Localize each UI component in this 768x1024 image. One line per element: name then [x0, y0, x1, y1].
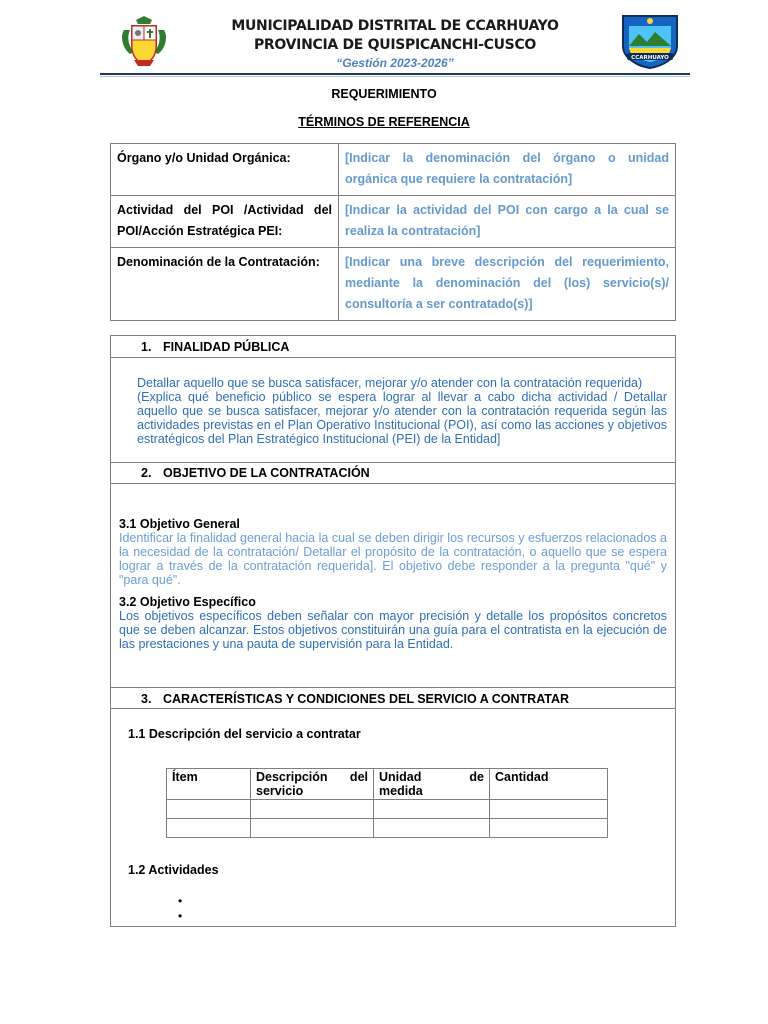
header-divider-thin	[100, 76, 690, 77]
header-divider	[100, 73, 690, 75]
table-row	[167, 800, 608, 819]
section-caracteristicas	[110, 687, 676, 927]
info-table	[110, 143, 676, 321]
info-value: [Indicar una breve descripción del requerimiento, mediante la denominación del (los) servicio(s)/ consultoría a ser contratado(s)]	[339, 248, 676, 321]
document-title: REQUERIMIENTO	[331, 87, 437, 101]
ccarhuayo-emblem-icon	[615, 12, 685, 70]
info-row	[111, 144, 676, 196]
info-row	[111, 196, 676, 248]
section-number: 1.	[141, 340, 152, 354]
section-heading	[111, 336, 675, 358]
finalidad-line: Detallar aquello que se busca satisfacer, mejorar y/o atender con la contratación requerida)	[137, 376, 643, 390]
letterhead-tagline: “Gestión 2023-2026”	[336, 56, 454, 70]
section-number: 3.	[141, 692, 152, 706]
info-label: Denominación de la Contratación:	[111, 248, 339, 321]
objetivo-especifico-text: Los objetivos específicos deben señalar con mayor precisión y detalle los propósitos concretos que se deben alcanzar. Estos objetivos constituirán una guía para el contratista en la ejecución de las prestaciones y una pauta de supervisión para la Entidad.	[119, 609, 667, 651]
descripcion-servicio-title: 1.1 Descripción del servicio a contratar	[128, 727, 361, 741]
actividades-title: 1.2 Actividades	[128, 863, 219, 877]
items-header-row	[167, 769, 608, 800]
items-table	[166, 768, 608, 838]
header-descripcion: Descripción del servicio	[251, 769, 374, 800]
letterhead-line-2: PROVINCIA DE QUISPICANCHI-CUSCO	[253, 37, 537, 53]
info-label: Actividad del POI /Actividad del POI/Acción Estratégica PEI:	[111, 196, 339, 248]
list-bullet: •	[178, 909, 183, 923]
objetivo-especifico-title: 3.2 Objetivo Específico	[119, 595, 256, 609]
document-subtitle: TÉRMINOS DE REFERENCIA	[298, 115, 470, 129]
letterhead	[100, 10, 690, 76]
section-heading	[111, 462, 675, 484]
info-row	[111, 248, 676, 321]
list-bullet: •	[178, 894, 183, 908]
section-title: FINALIDAD PÚBLICA	[163, 340, 290, 354]
section-finalidad-publica	[110, 335, 676, 463]
section-heading	[111, 687, 675, 709]
header-item: Ítem	[167, 769, 251, 800]
section-title: CARACTERÍSTICAS Y CONDICIONES DEL SERVICIO A CONTRATAR	[163, 692, 570, 706]
section-objetivo	[110, 462, 676, 688]
header-unidad: Unidad de medida	[374, 769, 490, 800]
objetivo-general-title: 3.1 Objetivo General	[119, 517, 240, 531]
info-value: [Indicar la denominación del órgano o unidad orgánica que requiere la contratación]	[339, 144, 676, 196]
finalidad-paragraph: (Explica qué beneficio público se espera lograr al llevar a cabo dicha actividad / Detallar aquello que se busca satisfacer, mejorar y/o atender con la contratación requerida según las actividades previstas en el Plan Operativo Institucional (POI), así como las acciones y objetivos estratégicos del Plan Estratégico Institucional (PEI) de la Entidad]	[137, 390, 667, 446]
letterhead-line-1: MUNICIPALIDAD DISTRITAL DE CCARHUAYO	[231, 18, 559, 34]
emblem-label: CCARHUAYO	[631, 55, 669, 61]
section-number: 2.	[141, 466, 152, 480]
info-label: Órgano y/o Unidad Orgánica:	[111, 144, 339, 196]
objetivo-general-text: Identificar la finalidad general hacia la cual se deben dirigir los recursos y esfuerzos relacionados a la necesidad de la contratación/ Detallar el propósito de la contratación, o aquello que se espera lograr a través de la contratación requerida]. El objetivo debe responder a la pregunta "qué" y "para qué".	[119, 531, 667, 587]
section-title: OBJETIVO DE LA CONTRATACIÓN	[163, 466, 370, 480]
info-value: [Indicar la actividad del POI con cargo a la cual se realiza la contratación]	[339, 196, 676, 248]
table-row	[167, 819, 608, 838]
header-cantidad: Cantidad	[490, 769, 608, 800]
